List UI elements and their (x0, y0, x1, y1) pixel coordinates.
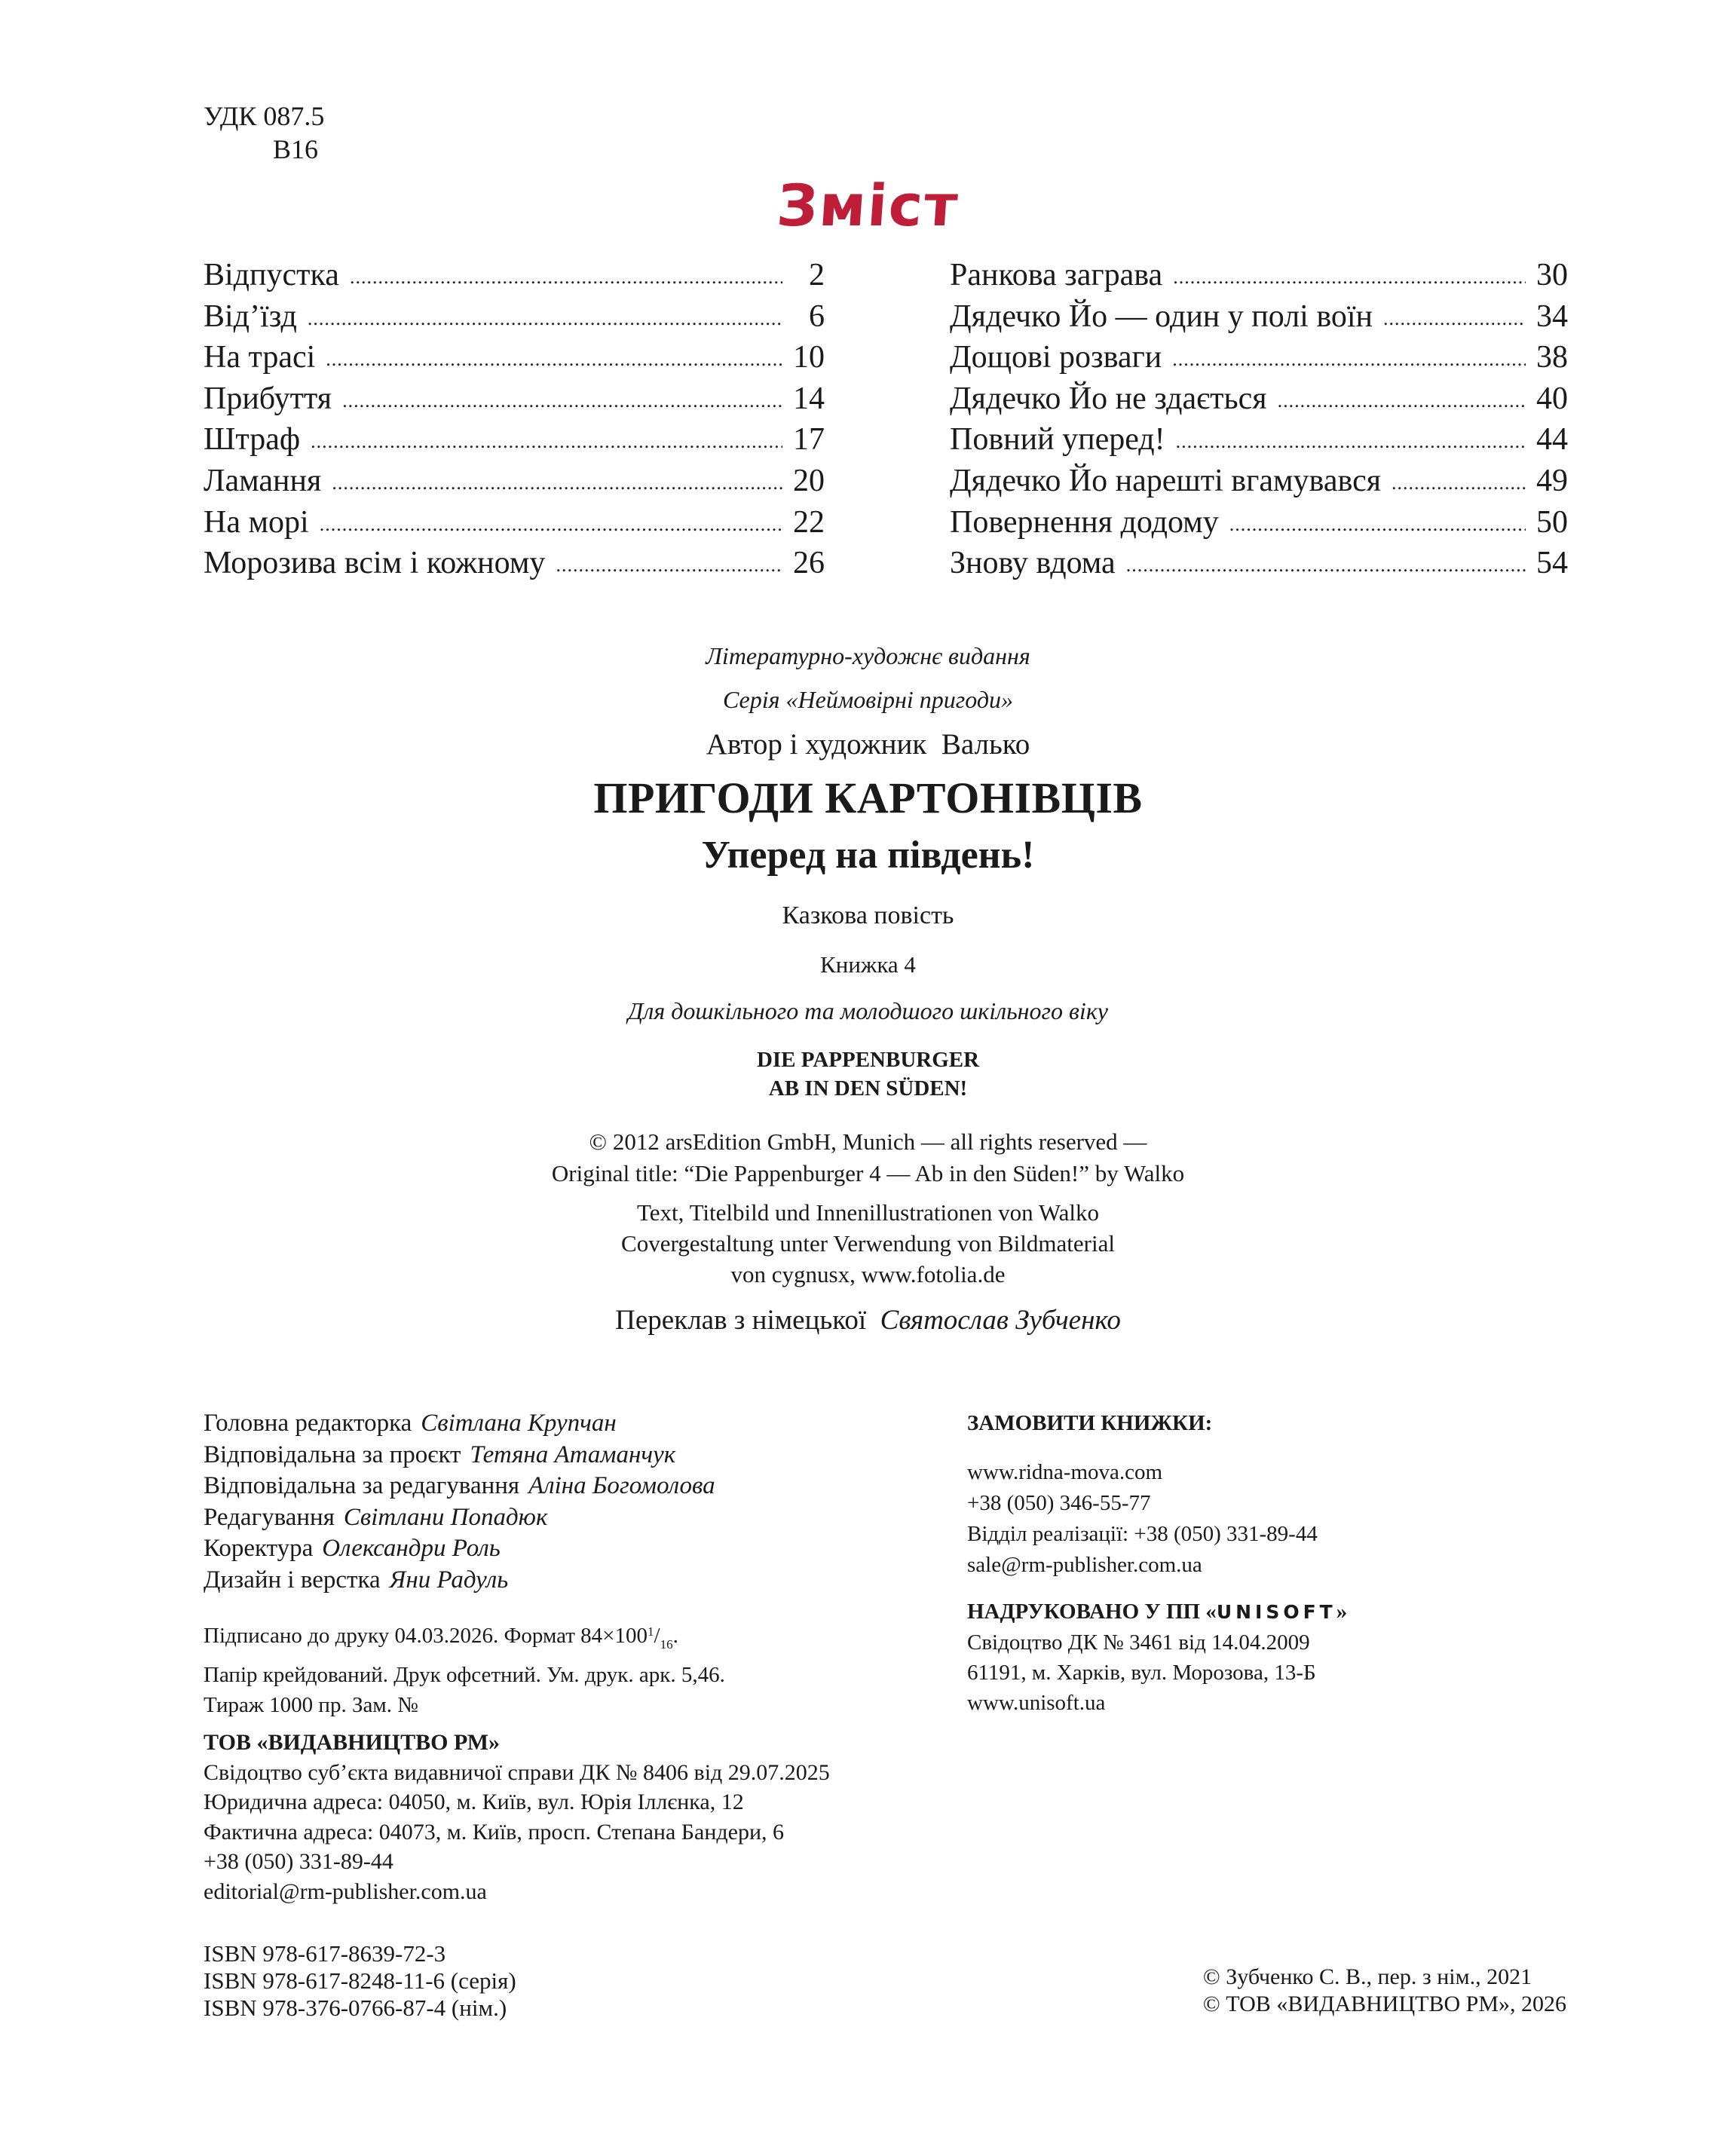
order-books-block (967, 1408, 1318, 1581)
leader-dots (326, 339, 782, 380)
author-name: Валько (941, 728, 1030, 761)
toc-entry-title: Морозива всім і кожному (204, 546, 546, 581)
leader-dots (1173, 257, 1526, 298)
udk-classification (204, 100, 324, 166)
book-title: ПРИГОДИ КАРТОНІВЦІВ (593, 773, 1143, 822)
translation-label: Переклав з німецької (615, 1305, 867, 1336)
toc-entry-title: Від’їзд (204, 299, 297, 334)
toc-entry[interactable] (950, 419, 1568, 461)
toc-entry[interactable] (204, 337, 825, 378)
book-number: Книжка 4 (820, 951, 916, 978)
toc-entry-page: 2 (809, 258, 825, 292)
staff-role: Редагування (204, 1503, 335, 1531)
toc-entry[interactable] (204, 255, 825, 296)
toc-heading: Зміст (774, 172, 962, 239)
leader-dots (1126, 545, 1526, 586)
staff-row (204, 1533, 715, 1565)
toc-entry[interactable] (204, 543, 825, 584)
leader-dots (556, 545, 782, 586)
editorial-staff (204, 1408, 715, 1596)
isbn-german: ISBN 978-376-0766-87-4 (нім.) (204, 1995, 507, 2021)
udk-code: УДК 087.5 (204, 101, 325, 131)
original-copyright: © 2012 arsEdition GmbH, Munich — all rights reserved — (589, 1128, 1147, 1155)
staff-role: Коректура (204, 1535, 314, 1562)
order-phone: +38 (050) 346-55-77 (967, 1491, 1151, 1515)
toc-entry-title: Дощові розваги (950, 340, 1162, 375)
toc-entry[interactable] (204, 419, 825, 461)
toc-entry-page: 22 (793, 504, 825, 540)
leader-dots (1229, 504, 1526, 545)
leader-dots (1383, 299, 1526, 339)
toc-entry[interactable] (204, 502, 825, 543)
copyright-notices (1203, 1964, 1566, 2018)
staff-row (204, 1440, 715, 1471)
toc-left-column (204, 255, 825, 584)
toc-entry-page: 54 (1536, 546, 1568, 581)
author-label: Автор і художник (706, 728, 927, 761)
leader-dots (342, 381, 782, 421)
toc-entry-page: 49 (1536, 463, 1568, 498)
staff-name: Олександри Роль (322, 1535, 501, 1562)
toc-entry-page: 14 (793, 381, 825, 416)
order-website[interactable]: www.ridna-mova.com (967, 1460, 1163, 1484)
cover-image-source: von cygnusx, www.fotolia.de (730, 1261, 1006, 1287)
publisher-certificate: Свідоцтво суб’єкта видавничої справи ДК № 8406 від 29.07.2025 (204, 1759, 830, 1785)
print-run: Тираж 1000 пр. Зам. № (204, 1693, 418, 1717)
staff-row (204, 1471, 715, 1502)
toc-entry[interactable] (950, 255, 1568, 296)
toc-entry-page: 20 (793, 463, 825, 498)
original-title-line-1: DIE PAPPENBURGER (756, 1048, 980, 1072)
staff-name: Світлани Попадюк (343, 1503, 548, 1531)
staff-role: Відповідальна за проєкт (204, 1440, 461, 1468)
toc-entry-title: Повернення додому (950, 504, 1219, 540)
printer-heading-suffix: » (1336, 1600, 1348, 1624)
staff-name: Аліна Богомолова (528, 1472, 715, 1499)
toc-entry[interactable] (204, 461, 825, 502)
translator-name: Святослав Зубченко (880, 1305, 1121, 1336)
printer-heading-prefix: НАДРУКОВАНО У ПП « (967, 1600, 1217, 1624)
toc-entry-page: 50 (1536, 504, 1568, 540)
order-sales-phone: Відділ реалізації: +38 (050) 331-89-44 (967, 1522, 1318, 1546)
format-numerator: 1 (648, 1624, 654, 1639)
staff-row (204, 1565, 715, 1597)
toc-right-column (950, 255, 1568, 584)
printer-brand: UNISOFT (1216, 1601, 1336, 1623)
toc-entry-title: Дядечко Йо не здається (950, 381, 1267, 416)
toc-entry[interactable] (950, 296, 1568, 338)
publisher-copyright: © ТОВ «ВИДАВНИЦТВО РМ», 2026 (1202, 1992, 1566, 2016)
toc-entry-title: Відпустка (204, 258, 339, 292)
toc-entry[interactable] (950, 337, 1568, 378)
leader-dots (1176, 421, 1526, 462)
toc-entry-title: На морі (204, 504, 309, 540)
toc-entry[interactable] (950, 378, 1568, 420)
toc-entry[interactable] (204, 378, 825, 420)
toc-entry-page: 10 (793, 340, 825, 375)
printer-heading (967, 1597, 1347, 1627)
print-specifications (204, 1617, 725, 1720)
edition-type: Літературно-художнє видання (706, 642, 1030, 669)
leader-dots (1392, 463, 1526, 504)
publisher-info (204, 1728, 830, 1906)
toc-entry-title: Дядечко Йо нарешті вгамувався (950, 463, 1382, 498)
toc-entry-page: 40 (1536, 381, 1568, 416)
book-subtitle: Уперед на південь! (701, 834, 1035, 877)
toc-entry-title: Знову вдома (950, 546, 1116, 581)
illustration-credit: Text, Titelbild und Innenillustrationen von Walko (636, 1199, 1099, 1226)
paper-info: Папір крейдований. Друк офсетний. Ум. друк. арк. 5,46. (204, 1663, 725, 1687)
translation-copyright: © Зубченко С. В., пер. з нім., 2021 (1202, 1964, 1532, 1989)
leader-dots (308, 299, 782, 339)
staff-role: Дизайн і верстка (204, 1566, 381, 1594)
toc-entry-page: 26 (793, 546, 825, 581)
toc-entry[interactable] (204, 296, 825, 338)
printer-website[interactable]: www.unisoft.ua (967, 1691, 1106, 1715)
translation-credit (0, 1304, 1736, 1336)
toc-entry-page: 44 (1536, 422, 1568, 458)
toc-entry-title: Ранкова заграва (950, 258, 1163, 292)
author-line (0, 727, 1736, 761)
printer-certificate: Свідоцтво ДК № 3461 від 14.04.2009 (967, 1630, 1310, 1655)
staff-name: Тетяна Атаманчук (470, 1440, 676, 1468)
series-name: Серія «Неймовірні пригоди» (722, 686, 1014, 713)
target-audience: Для дошкільного та молодшого шкільного віку (628, 997, 1108, 1024)
publisher-phone: +38 (050) 331-89-44 (204, 1849, 393, 1874)
publisher-actual-address: Фактична адреса: 04073, м. Київ, просп. Степана Бандери, 6 (204, 1819, 785, 1845)
literary-form: Казкова повість (782, 902, 954, 929)
toc-entry[interactable] (950, 461, 1568, 502)
toc-entry-title: На трасі (204, 340, 316, 375)
cover-credit: Covergestaltung unter Verwendung von Bildmaterial (621, 1230, 1115, 1257)
toc-entry-title: Прибуття (204, 381, 332, 416)
staff-row (204, 1408, 715, 1440)
toc-entry-page: 38 (1536, 340, 1568, 375)
staff-name: Світлана Крупчан (421, 1410, 617, 1437)
isbn-main: ISBN 978-617-8639-72-3 (204, 1940, 446, 1967)
publisher-legal-address: Юридична адреса: 04050, м. Київ, вул. Юрія Іллєнка, 12 (204, 1790, 744, 1814)
staff-name: Яни Радуль (389, 1566, 509, 1594)
isbn-series: ISBN 978-617-8248-11-6 (серія) (204, 1967, 516, 1994)
leader-dots (1278, 381, 1526, 421)
toc-entry-page: 6 (809, 299, 825, 334)
order-email[interactable]: sale@rm-publisher.com.ua (967, 1553, 1202, 1577)
toc-entry-page: 17 (793, 422, 825, 458)
toc-entry-title: Штраф (204, 422, 301, 458)
leader-dots (350, 257, 782, 298)
isbn-block (204, 1940, 516, 2022)
original-title-credit: Original title: “Die Pappenburger 4 — Ab in den Süden!” by Walko (551, 1160, 1185, 1186)
leader-dots (311, 421, 782, 462)
print-date-text: Підписано до друку 04.03.2026. Формат 84×100 (204, 1624, 648, 1648)
leader-dots (320, 504, 782, 545)
toc-entry-title: Дядечко Йо — один у полі воїн (950, 299, 1373, 334)
order-heading: ЗАМОВИТИ КНИЖКИ: (967, 1411, 1213, 1435)
leader-dots (1172, 339, 1526, 380)
publisher-name: ТОВ «ВИДАВНИЦТВО РМ» (204, 1730, 501, 1755)
toc-entry-page: 30 (1536, 258, 1568, 292)
toc-entry[interactable] (950, 502, 1568, 543)
original-title-line-2: AB IN DEN SÜDEN! (768, 1076, 968, 1101)
format-suffix: . (672, 1624, 678, 1648)
toc-entry-title: Повний уперед! (950, 422, 1165, 458)
format-denominator: 16 (660, 1637, 673, 1652)
toc-entry-page: 34 (1536, 299, 1568, 334)
leader-dots (332, 463, 782, 504)
printer-address: 61191, м. Харків, вул. Морозова, 13-Б (967, 1661, 1316, 1685)
staff-row (204, 1502, 715, 1534)
toc-entry[interactable] (950, 543, 1568, 584)
staff-role: Відповідальна за редагування (204, 1472, 520, 1499)
bbk-code: В16 (273, 134, 319, 164)
toc-entry-title: Ламання (204, 463, 322, 498)
publisher-email[interactable]: editorial@rm-publisher.com.ua (204, 1878, 487, 1904)
print-date-format: Підписано до друку 04.03.2026. Формат $84\times 100^1/_{16}$. (204, 1624, 678, 1652)
staff-role: Головна редакторка (204, 1410, 412, 1437)
printer-block (967, 1597, 1347, 1718)
